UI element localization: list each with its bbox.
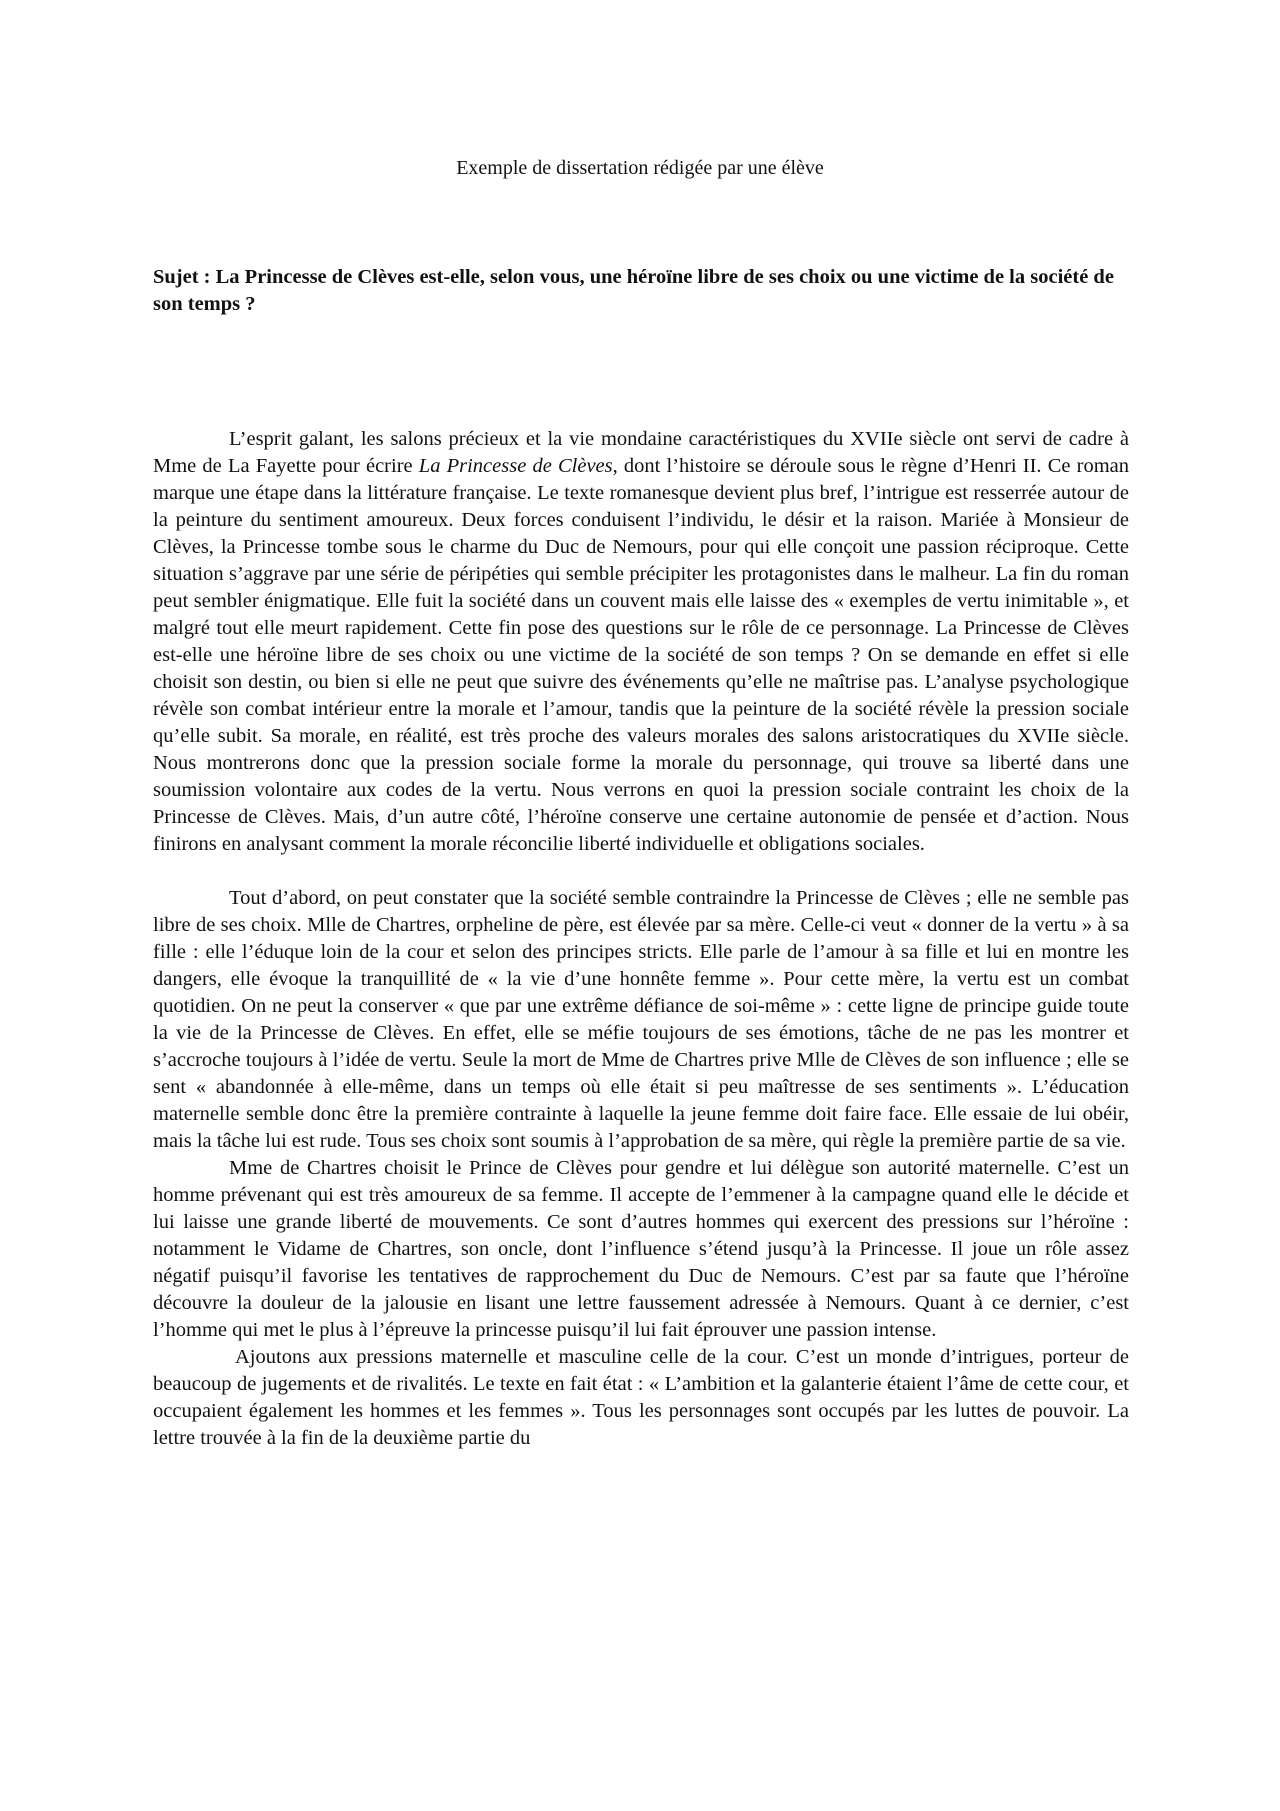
book-title: La Princesse de Clèves xyxy=(418,455,613,477)
intro-text-start: L’esprit galant, les salons précieux et la vie mondaine caractéristiques du XVIIe siècle ont servi de cadre à Mme de La Fayette pour écrire xyxy=(153,428,1129,477)
body-paragraph-1: Tout d’abord, on peut constater que la société semble contraindre la Princesse de Clèves ; elle ne semble pas libre de ses choix. Mlle de Chartres, orpheline de père, est élevée par sa mère. Celle-ci veut « donner de la vertu » à sa fille : elle l’éduque loin de la cour et selon des principes stricts. Elle parle de l’amour à sa fille et lui en montre les dangers, elle évoque la tranquillité de « la vie d’une honnête femme ». Pour cette mère, la vertu est un combat quotidien. On ne peut la conserver « que par une extrême défiance de soi-même » : cette ligne de principe guide toute la vie de la Princesse de Clèves. En effet, elle se méfie toujours de ses émotions, tâche de ne pas les montrer et s’accroche toujours à l’idée de vertu. Seule la mort de Mme de Chartres prive Mlle de Clèves de son influence ; elle se sent « abandonnée à elle-même, dans un temps où elle était si peu maîtresse de ses sentiments ». L’éducation maternelle semble donc être la première contrainte à laquelle la jeune femme doit faire face. Elle essaie de lui obéir, mais la tâche lui est rude. Tous ses choix sont soumis à l’approbation de sa mère, qui règle la première partie de sa vie. xyxy=(153,887,1129,1152)
dissertation-body xyxy=(153,426,1129,1452)
body-paragraph-2: Mme de Chartres choisit le Prince de Clèves pour gendre et lui délègue son autorité maternelle. C’est un homme prévenant qui est très amoureux de sa femme. Il accepte de l’emmener à la campagne quand elle le décide et lui laisse une grande liberté de mouvements. Ce sont d’autres hommes qui exercent des pressions sur l’héroïne : notamment le Vidame de Chartres, son oncle, dont l’influence s’étend jusqu’à la Princesse. Il joue un rôle assez négatif puisqu’il favorise les tentatives de rapprochement du Duc de Nemours. C’est par sa faute que l’héroïne découvre la douleur de la jalousie en lisant une lettre faussement adressée à Nemours. Quant à ce dernier, c’est l’homme qui met le plus à l’épreuve la princesse puisqu’il lui fait éprouver une passion intense. xyxy=(153,1157,1129,1341)
document-title: Exemple de dissertation rédigée par une élève xyxy=(456,157,824,179)
body-paragraph-3: Ajoutons aux pressions maternelle et masculine celle de la cour. C’est un monde d’intrigues, porteur de beaucoup de jugements et de rivalités. Le texte en fait état : « L’ambition et la galanterie étaient l’âme de cette cour, et occupaient également les hommes et les femmes ». Tous les personnages sont occupés par les luttes de pouvoir. La lettre trouvée à la fin de la deuxième partie du xyxy=(153,1346,1129,1449)
introduction-paragraph xyxy=(153,426,1129,858)
intro-text-end: , dont l’histoire se déroule sous le règne d’Henri II. Ce roman marque une étape dans la littérature française. Le texte romanesque devient plus bref, l’intrigue est resserrée autour de la peinture du sentiment amoureux. Deux forces conduisent l’individu, le désir et la raison. Mariée à Monsieur de Clèves, la Princesse tombe sous le charme du Duc de Nemours, pour qui elle conçoit une passion réciproque. Cette situation s’aggrave par une série de péripéties qui semble précipiter les protagonistes dans le malheur. La fin du roman peut sembler énigmatique. Elle fuit la société dans un couvent mais elle laisse des « exemples de vertu inimitable », et malgré tout elle meurt rapidement. Cette fin pose des questions sur le rôle de ce personnage. La Princesse de Clèves est-elle une héroïne libre de ses choix ou une victime de la société de son temps ? On se demande en effet si elle choisit son destin, ou bien si elle ne peut que suivre des événements qu’elle ne maîtrise pas. L’analyse psychologique révèle son combat intérieur entre la morale et l’amour, tandis que la peinture de la société révèle la pression sociale qu’elle subit. Sa morale, en réalité, est très proche des valeurs morales des salons aristocratiques du XVIIe siècle. Nous montrerons donc que la pression sociale forme la morale du personnage, qui trouve sa liberté dans une soumission volontaire aux codes de la vertu. Nous verrons en quoi la pression sociale contraint les choix de la Princesse de Clèves. Mais, d’un autre côté, l’héroïne conserve une certaine autonomie de pensée et d’action. Nous finirons en analysant comment la morale réconcilie liberté individuelle et obligations sociales. xyxy=(153,455,1130,855)
dissertation-subject: Sujet : La Princesse de Clèves est-elle, selon vous, une héroïne libre de ses choix ou une victime de la société de son temps ? xyxy=(153,266,1114,315)
